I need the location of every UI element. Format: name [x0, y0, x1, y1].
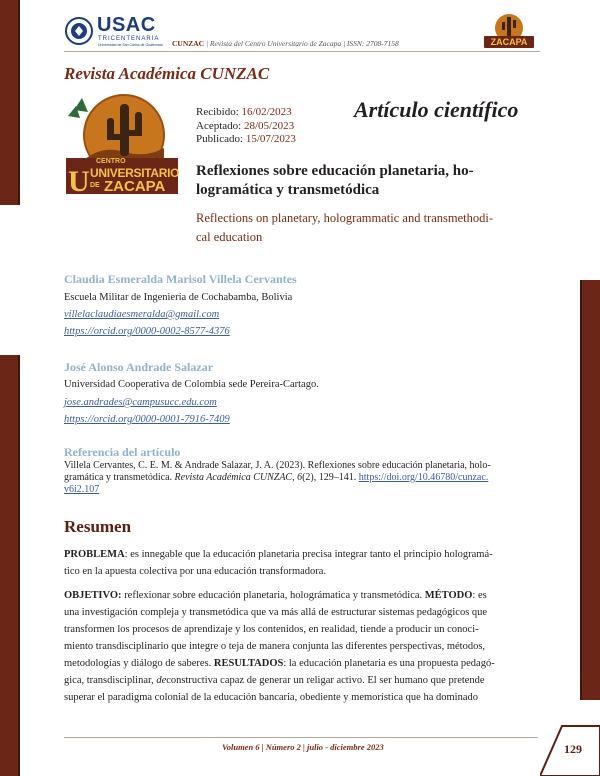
right-decorative-strip [580, 280, 600, 700]
cunzac-small-logo [480, 12, 538, 52]
author-1-name: Claudia Esmeralda Marisol Villela Cervantes [64, 272, 297, 286]
objetivo-line-5a: metodologías y diálogo de saberes. [64, 658, 214, 669]
objetivo-line-4: miento transdisciplinario que integre o teja de manera conjunta las diferentes perspectivas, métodos, [64, 641, 486, 652]
objetivo-line-6-italic: de [156, 675, 167, 686]
reference-doi-link[interactable]: https://doi.org/10.46780/cunzac. [358, 472, 489, 483]
header-journal-full: Revista del Centro Universitario de Zacapa [209, 39, 342, 48]
header-issn: ISSN: 2708-7158 [346, 39, 399, 48]
usac-tagline: Universidad de San Carlos de Guatemala [98, 43, 163, 47]
svg-text:U: U [68, 165, 90, 196]
reference-line-1: Villela Cervantes, C. E. M. & Andrade Salazar, J. A. (2023). Reflexiones sobre educación planetaria, holo- [64, 460, 491, 471]
objetivo-paragraph [64, 587, 538, 706]
cunzac-logo [62, 90, 182, 196]
page-number-tab [540, 718, 600, 776]
usac-logo [64, 13, 163, 49]
problema-label: PROBLEMA [64, 549, 125, 560]
published-value: 15/07/2023 [245, 133, 296, 145]
problema-text-2: tico en la apuesta colectiva por una educación transformadora. [64, 566, 327, 577]
problema-paragraph [64, 546, 538, 580]
reference-heading: Referencia del artículo [64, 445, 181, 459]
running-header: CUNZAC | Revista del Centro Universitario de Zacapa | ISSN: 2708-7158 [172, 39, 399, 48]
article-dates [196, 106, 296, 147]
usac-seal-icon [64, 16, 94, 46]
objetivo-line-5b: : la educación planetaria es una propuesta pedagó- [283, 658, 495, 669]
reference-line-2a: gramática y transmetódica. [64, 472, 175, 483]
author-2-name: José Alonso Andrade Salazar [64, 360, 214, 374]
metodo-text-start: : es [472, 590, 487, 601]
objetivo-line-6a: gica, transdisciplinar, [64, 675, 157, 686]
accepted-value: 28/05/2023 [243, 119, 295, 132]
objetivo-text: reflexionar sobre educación planetaria, holográmatica y transmetódica. [121, 590, 425, 601]
logo-line-universitario: UNIVERSITARIO [90, 166, 180, 180]
objetivo-label: OBJETIVO: [64, 590, 122, 601]
usac-sub: TRICENTENARIA [98, 36, 160, 42]
reference-text [64, 460, 534, 496]
title-en-line-2: cal education [196, 230, 263, 244]
objetivo-line-7: superar el paradigma colonial de la educación bancaria, obediente y memorística que ha dominado [64, 692, 478, 703]
title-es-line-1: Reflexiones sobre educación planetaria, ho- [196, 163, 474, 179]
logo-line-de: DE [90, 182, 100, 189]
article-title-es [196, 162, 474, 200]
cunzac-small-logo-text: ZACAPA [490, 37, 528, 47]
author-2-orcid-link[interactable]: https://orcid.org/0000-0001-7916-7409 [64, 414, 230, 425]
author-1-email-link[interactable]: villelaclaudiaesmeralda@gmail.com [64, 309, 220, 320]
author-1-orcid-link[interactable]: https://orcid.org/0000-0002-8577-4376 [64, 326, 230, 337]
usac-name: USAC [97, 14, 156, 36]
reference-line-2b: (2), 129–141. [302, 472, 359, 483]
logo-line-centro: CENTRO [96, 158, 126, 165]
metodo-label: MÉTODO [424, 590, 473, 601]
reference-doi-link-cont[interactable]: v6i2.107 [64, 484, 100, 495]
problema-text-1: : es innegable que la educación planetaria precisa integrar tanto el principio hologramá- [124, 549, 493, 560]
objetivo-line-2: una investigación compleja y transmetódica que va más allá de estructurar sistemas pedagógicos que [64, 607, 488, 618]
left-decorative-strip-lower [0, 355, 20, 776]
article-type: Artículo científico [354, 97, 519, 122]
page-number: 129 [564, 742, 582, 756]
footer-issue: Volumen 6 | Número 2 | julio - diciembre 2023 [222, 742, 384, 752]
left-decorative-strip [0, 0, 20, 205]
title-en-line-1: Reflections on planetary, hologrammatic and transmethodi- [196, 211, 494, 225]
header-journal-short: CUNZAC [172, 39, 205, 48]
journal-title: Revista Académica CUNZAC [64, 64, 270, 83]
footer-number: Número 2 [265, 742, 301, 752]
author-1-affiliation: Escuela Militar de Ingeniería de Cochabamba, Bolivia [64, 292, 293, 303]
reference-journal: Revista Académica CUNZAC, 6 [174, 472, 303, 483]
objetivo-line-6b: constructiva capaz de generar un religar activo. El ser humano que pretende [166, 675, 485, 686]
logo-line-zacapa: ZACAPA [104, 178, 166, 195]
article-title-en [196, 209, 493, 247]
resultados-label: RESULTADOS [213, 658, 284, 669]
resumen-heading: Resumen [64, 517, 132, 536]
footer-rule [64, 737, 538, 738]
author-2-affiliation: Universidad Cooperativa de Colombia sede Pereira-Cartago. [64, 379, 319, 390]
title-es-line-2: logramática y transmetódica [196, 182, 380, 198]
received-value: 16/02/2023 [241, 106, 292, 118]
accepted-label: Aceptado: [196, 119, 242, 132]
objetivo-line-3: transformen los procesos de aprendizaje y los contenidos, en realidad, tiende a producir un conoci- [64, 624, 479, 635]
header-rule [64, 51, 540, 52]
footer-period: julio - diciembre 2023 [307, 742, 384, 752]
footer-volume: Volumen 6 [222, 742, 260, 752]
published-label: Publicado: [196, 133, 244, 145]
received-label: Recibido: [196, 106, 239, 118]
author-2-email-link[interactable]: jose.andrades@campusucc.edu.com [64, 397, 217, 408]
